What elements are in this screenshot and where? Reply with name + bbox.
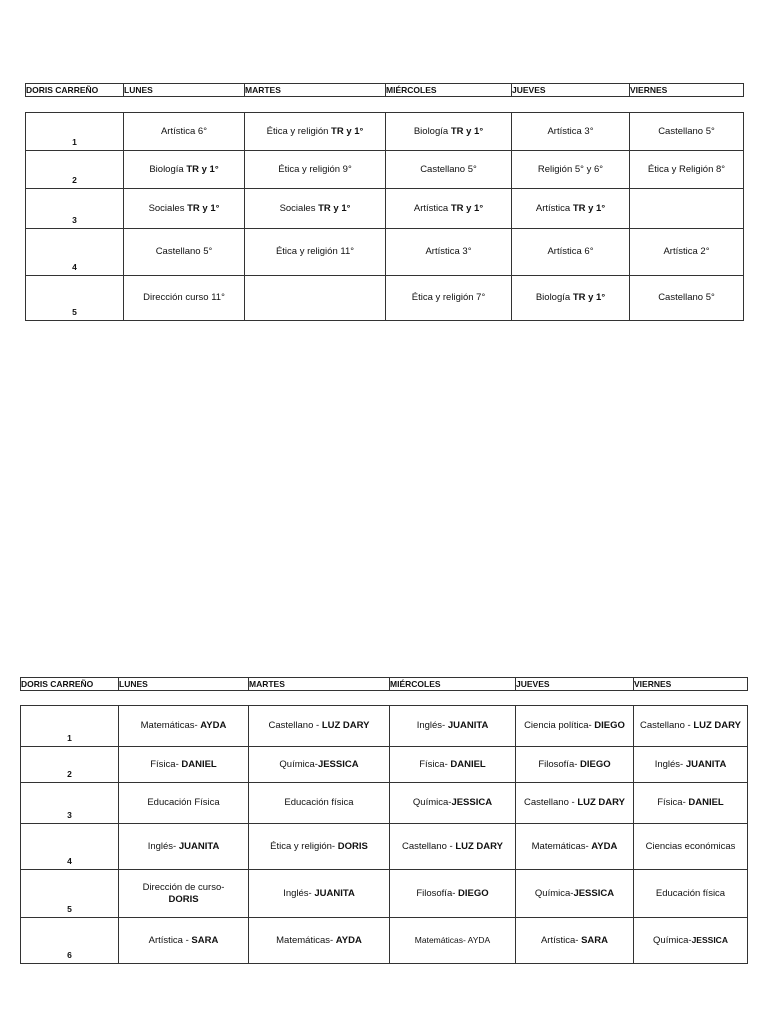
period-number: 6 xyxy=(21,918,119,964)
cell-wednesday xyxy=(390,706,516,747)
cell-bold-text: DORIS xyxy=(168,893,199,905)
cell-tuesday xyxy=(249,824,390,870)
header-monday: LUNES xyxy=(119,678,249,691)
header-row xyxy=(26,84,744,97)
cell-friday xyxy=(634,918,748,964)
cell-text: Ética y Religión 8° xyxy=(647,163,726,175)
cell-wednesday xyxy=(390,747,516,783)
cell-friday xyxy=(630,229,744,276)
cell-text: Dirección de curso- xyxy=(142,881,225,893)
cell-bold-text: DIEGO xyxy=(594,720,625,732)
cell-monday xyxy=(124,229,245,276)
cell-text: Artística 2° xyxy=(663,246,710,258)
header-teacher: DORIS CARREÑO xyxy=(26,84,124,97)
cell-bold-text: DIEGO xyxy=(580,758,611,770)
cell-monday xyxy=(119,747,249,783)
cell-wednesday xyxy=(390,918,516,964)
cell-monday xyxy=(124,113,245,151)
cell-bold-text: TR y 1° xyxy=(186,163,219,175)
cell-text: Ética y religión 9° xyxy=(278,163,352,175)
cell-text: Inglés- xyxy=(654,758,686,770)
cell-text: Artística xyxy=(535,202,573,214)
cell-bold-text: DIEGO xyxy=(458,887,489,899)
cell-text: Castellano 5° xyxy=(155,246,213,258)
cell-text: Filosofía- xyxy=(416,887,459,899)
cell-tuesday xyxy=(245,151,386,189)
cell-tuesday xyxy=(249,747,390,783)
header-friday: VIERNES xyxy=(634,678,748,691)
cell-bold-text: TR y 1° xyxy=(572,202,606,214)
cell-text: Química- xyxy=(653,934,692,946)
cell-text: Inglés- xyxy=(283,887,315,899)
cell-bold-text: TR y 1° xyxy=(318,202,351,214)
header-row xyxy=(21,678,748,691)
cell-thursday xyxy=(512,229,630,276)
cell-monday xyxy=(124,276,245,321)
cell-friday xyxy=(634,870,748,918)
cell-text: Inglés- xyxy=(416,720,448,732)
cell-monday xyxy=(119,918,249,964)
cell-bold-text: JESSICA xyxy=(573,887,615,899)
cell-friday xyxy=(630,276,744,321)
cell-bold-text: TR y 1° xyxy=(187,202,220,214)
cell-text: Castellano 5° xyxy=(658,125,715,137)
cell-friday xyxy=(634,783,748,824)
cell-bold-text: LUZ DARY xyxy=(577,797,625,809)
cell-bold-text: DANIEL xyxy=(450,758,486,770)
cell-bold-text: JESSICA xyxy=(451,797,493,809)
cell-text: Educación Física xyxy=(147,797,220,809)
cell-text: Ciencia política- xyxy=(524,720,595,732)
cell-text: Química- xyxy=(534,887,574,899)
cell-text: Inglés- xyxy=(147,840,179,852)
table-row xyxy=(26,189,744,229)
cell-bold-text: LUZ DARY xyxy=(455,840,503,852)
cell-text: Artística 6° xyxy=(547,246,594,258)
cell-monday xyxy=(119,783,249,824)
cell-text: Artística xyxy=(413,202,451,214)
cell-tuesday xyxy=(249,783,390,824)
cell-tuesday xyxy=(249,706,390,747)
cell-text: Biología xyxy=(413,125,451,137)
cell-thursday xyxy=(512,276,630,321)
cell-thursday xyxy=(516,783,634,824)
cell-wednesday xyxy=(386,276,512,321)
schedule-1-table xyxy=(25,112,744,321)
cell-bold-text: AYDA xyxy=(200,720,227,732)
cell-bold-text: JUANITA xyxy=(447,720,489,732)
cell-bold-text: DANIEL xyxy=(688,797,724,809)
table-row xyxy=(21,706,748,747)
period-number: 3 xyxy=(21,783,119,824)
cell-friday xyxy=(630,189,744,229)
cell-text: Castellano - xyxy=(401,840,456,852)
header-thursday: JUEVES xyxy=(516,678,634,691)
cell-text: Ética y religión 7° xyxy=(411,292,486,304)
cell-wednesday xyxy=(386,189,512,229)
cell-text: Ética y religión 11° xyxy=(275,246,355,258)
cell-text: Artística 3° xyxy=(425,246,472,258)
cell-text: Castellano 5° xyxy=(420,163,477,175)
cell-text: Artística 3° xyxy=(547,125,594,137)
cell-text: Castellano 5° xyxy=(658,292,715,304)
cell-text: Química- xyxy=(412,797,452,809)
cell-text: Química- xyxy=(279,758,318,770)
cell-text: Sociales xyxy=(148,202,188,214)
cell-monday xyxy=(124,189,245,229)
cell-text: Artística- xyxy=(540,934,582,946)
cell-text: Ciencias económicas xyxy=(645,840,736,852)
header-friday: VIERNES xyxy=(630,84,744,97)
cell-wednesday xyxy=(386,113,512,151)
cell-text: Ética y religión- xyxy=(270,840,338,852)
cell-bold-text: SARA xyxy=(191,934,219,946)
cell-text: Matemáticas- xyxy=(276,934,336,946)
cell-tuesday xyxy=(249,918,390,964)
cell-text: Educación física xyxy=(284,797,354,809)
cell-text: Matemáticas- xyxy=(140,720,201,732)
header-monday: LUNES xyxy=(124,84,245,97)
cell-bold-text: SARA xyxy=(581,934,609,946)
cell-thursday xyxy=(512,113,630,151)
cell-text: Matemáticas- xyxy=(531,840,592,852)
schedule-1-header xyxy=(25,83,744,97)
cell-text: Biología xyxy=(149,163,187,175)
period-number: 4 xyxy=(26,229,124,276)
cell-bold-text: JUANITA xyxy=(178,840,220,852)
cell-wednesday xyxy=(386,229,512,276)
table-row xyxy=(21,824,748,870)
table-row xyxy=(21,747,748,783)
cell-text: Biología xyxy=(535,292,573,304)
table-row xyxy=(26,113,744,151)
cell-bold-text: DANIEL xyxy=(181,758,217,770)
cell-bold-text: JESSICA xyxy=(317,758,359,770)
table-row xyxy=(21,783,748,824)
cell-thursday xyxy=(516,824,634,870)
cell-bold-text: JUANITA xyxy=(685,758,727,770)
cell-bold-text: JUANITA xyxy=(314,887,355,899)
cell-friday xyxy=(630,113,744,151)
cell-tuesday xyxy=(245,229,386,276)
cell-friday xyxy=(630,151,744,189)
period-number: 3 xyxy=(26,189,124,229)
cell-bold-text: AYDA xyxy=(591,840,618,852)
cell-bold-text: AYDA xyxy=(335,934,362,946)
table-row xyxy=(26,229,744,276)
cell-text: Matemáticas- AYDA xyxy=(414,934,491,945)
cell-tuesday xyxy=(249,870,390,918)
table-row xyxy=(21,870,748,918)
cell-bold-text: TR y 1° xyxy=(572,292,606,304)
cell-bold-text: TR y 1° xyxy=(450,125,484,137)
cell-wednesday xyxy=(390,870,516,918)
cell-text: Educación física xyxy=(655,887,726,899)
cell-tuesday xyxy=(245,189,386,229)
cell-friday xyxy=(634,706,748,747)
cell-bold-text: TR y 1° xyxy=(450,202,484,214)
cell-text: Artística 6° xyxy=(160,125,208,137)
table-row xyxy=(26,276,744,321)
table-row xyxy=(21,918,748,964)
cell-thursday xyxy=(516,870,634,918)
cell-monday xyxy=(119,870,249,918)
period-number: 1 xyxy=(26,113,124,151)
cell-thursday xyxy=(512,151,630,189)
cell-text: Filosofía- xyxy=(538,758,581,770)
header-teacher: DORIS CARREÑO xyxy=(21,678,119,691)
cell-thursday xyxy=(512,189,630,229)
cell-bold-text: TR y 1° xyxy=(331,125,364,137)
table-row xyxy=(26,151,744,189)
header-thursday: JUEVES xyxy=(512,84,630,97)
cell-text: Ética y religión xyxy=(266,125,332,137)
header-wednesday: MIÉRCOLES xyxy=(386,84,512,97)
period-number: 2 xyxy=(26,151,124,189)
period-number: 1 xyxy=(21,706,119,747)
cell-monday xyxy=(119,706,249,747)
cell-tuesday xyxy=(245,113,386,151)
cell-text: Física- xyxy=(419,758,451,770)
period-number: 5 xyxy=(21,870,119,918)
cell-text: Dirección curso 11° xyxy=(143,292,225,304)
cell-wednesday xyxy=(390,783,516,824)
cell-text: Artística - xyxy=(148,934,192,946)
schedule-2-table xyxy=(20,705,748,964)
cell-bold-text: DORIS xyxy=(337,840,368,852)
cell-text: Religión 5° y 6° xyxy=(537,163,604,175)
cell-bold-text: JESSICA xyxy=(691,934,728,945)
cell-bold-text: LUZ DARY xyxy=(321,720,370,732)
cell-text: Castellano - xyxy=(268,720,322,732)
period-number: 2 xyxy=(21,747,119,783)
cell-monday xyxy=(119,824,249,870)
cell-tuesday xyxy=(245,276,386,321)
cell-thursday xyxy=(516,747,634,783)
header-wednesday: MIÉRCOLES xyxy=(390,678,516,691)
cell-text: Física- xyxy=(150,758,182,770)
cell-wednesday xyxy=(386,151,512,189)
header-tuesday: MARTES xyxy=(249,678,390,691)
period-number: 4 xyxy=(21,824,119,870)
cell-monday xyxy=(124,151,245,189)
cell-bold-text: LUZ DARY xyxy=(693,720,741,732)
cell-text: Castellano - xyxy=(523,797,578,809)
cell-text: Física- xyxy=(657,797,689,809)
cell-text: Castellano - xyxy=(639,720,694,732)
schedule-2-header xyxy=(20,677,748,691)
cell-text: Sociales xyxy=(279,202,319,214)
cell-thursday xyxy=(516,706,634,747)
cell-wednesday xyxy=(390,824,516,870)
header-tuesday: MARTES xyxy=(245,84,386,97)
cell-thursday xyxy=(516,918,634,964)
cell-friday xyxy=(634,747,748,783)
period-number: 5 xyxy=(26,276,124,321)
cell-friday xyxy=(634,824,748,870)
